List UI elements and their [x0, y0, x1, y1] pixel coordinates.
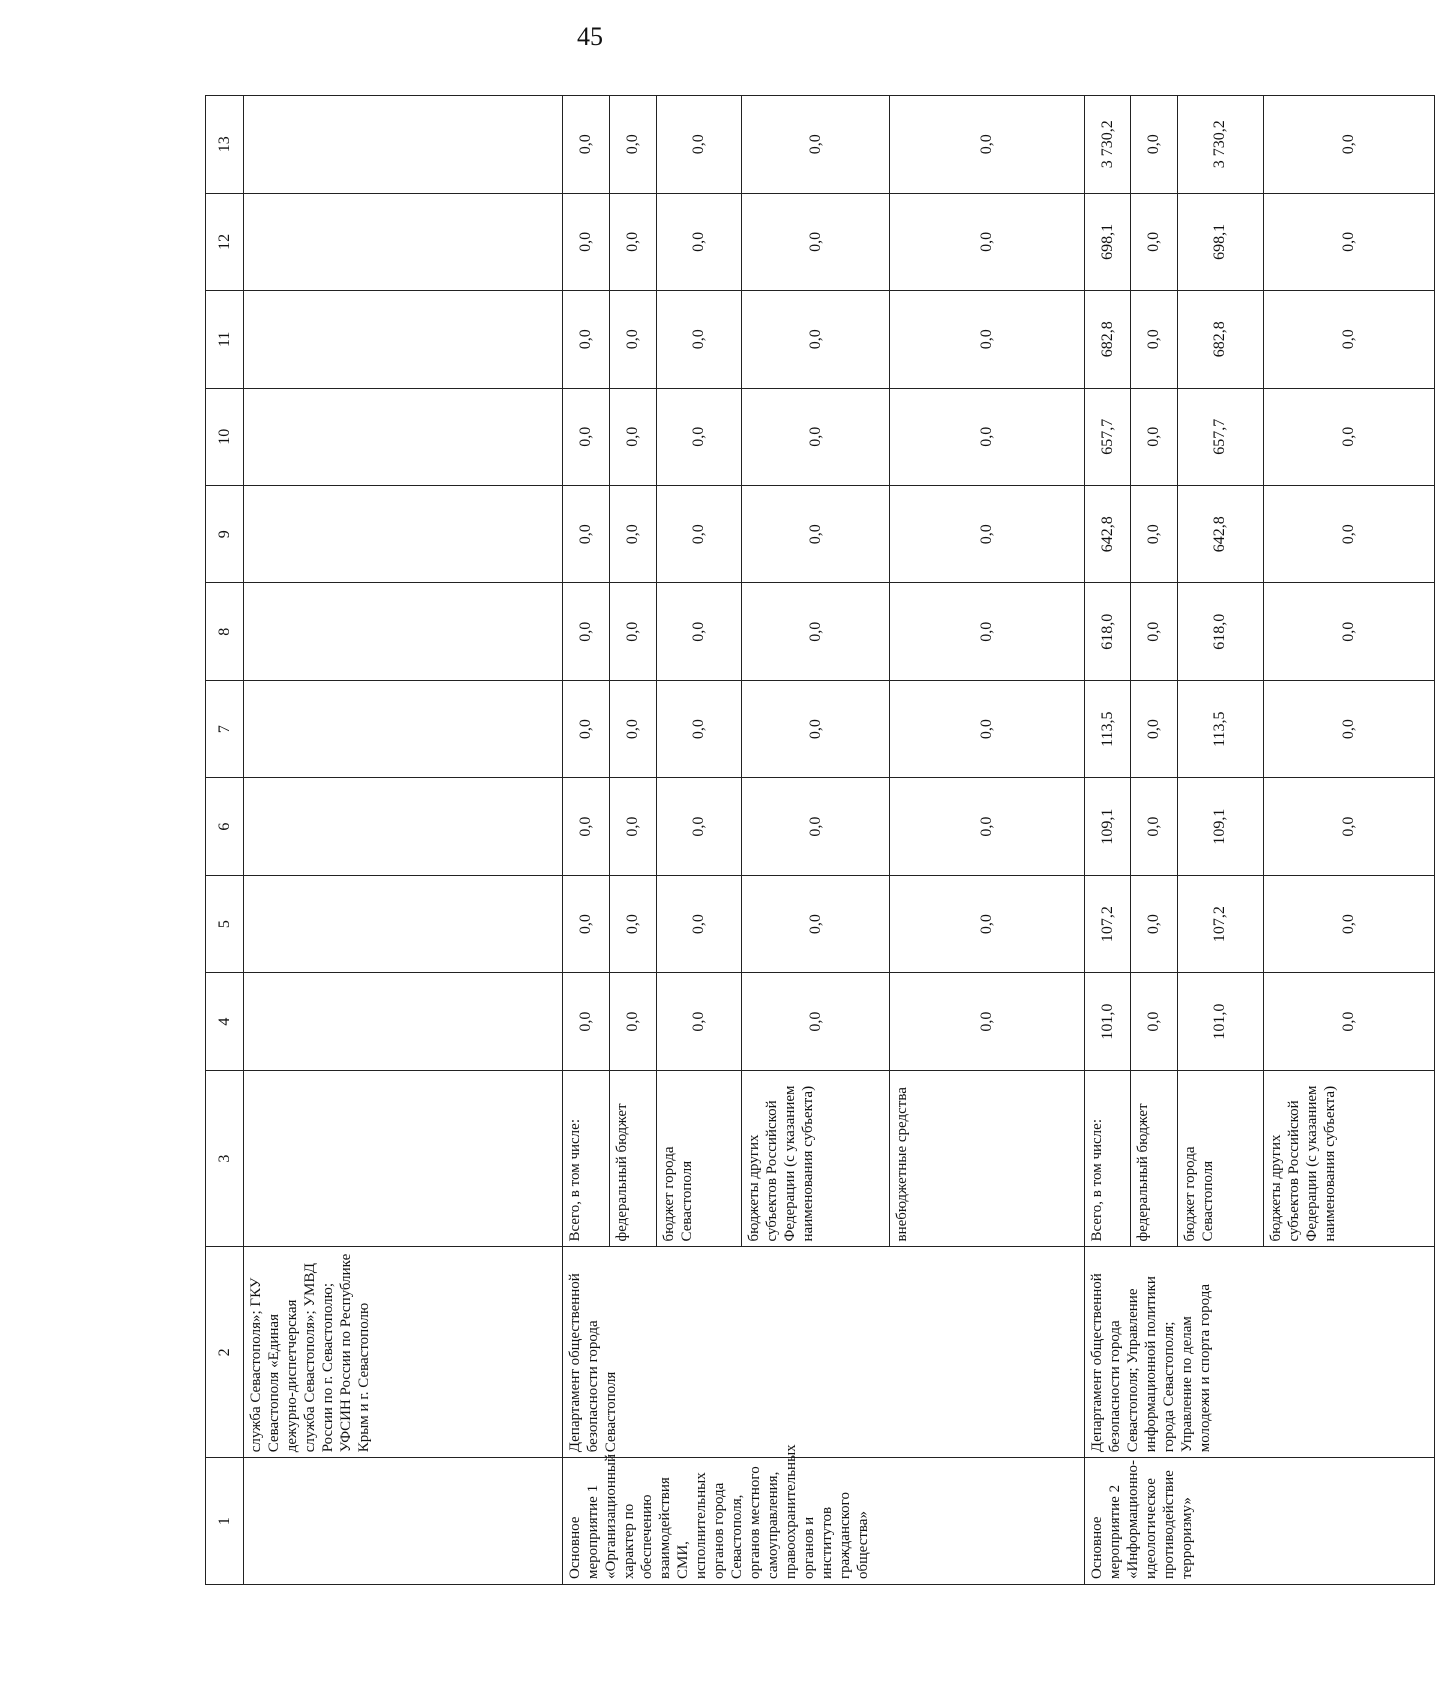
- column-header: 1: [206, 1458, 244, 1585]
- cell-value: 0,0: [1131, 973, 1178, 1070]
- cell-executor: Департамент общественной безопасности города Севастополя: [563, 1247, 1085, 1458]
- cell-executor: служба Севастополя»; ГКУ Севастополя «Единая дежурно-диспетчерская служба Севастополя»; УМВД России по г. Севастополю; УФСИН России по Республике Крым и г. Севастополю: [244, 1247, 563, 1458]
- cell-value: 0,0: [563, 875, 610, 972]
- cell-value: 0,0: [742, 193, 890, 290]
- cell-value: 698,1: [1084, 193, 1131, 290]
- column-header: 2: [206, 1247, 244, 1458]
- cell-value: 0,0: [890, 583, 1085, 680]
- cell-value: 682,8: [1084, 291, 1131, 388]
- cell-value: 0,0: [563, 486, 610, 583]
- table-row: [1084, 96, 1131, 1585]
- cell-value: 0,0: [1131, 778, 1178, 875]
- cell-value: 0,0: [1263, 291, 1434, 388]
- cell-source: бюджет города Севастополя: [656, 1070, 742, 1247]
- cell-value: [244, 875, 563, 972]
- cell-value: 0,0: [742, 583, 890, 680]
- cell-value: 0,0: [890, 680, 1085, 777]
- cell-value: 0,0: [609, 96, 656, 194]
- column-header: 9: [206, 486, 244, 583]
- cell-value: 642,8: [1084, 486, 1131, 583]
- cell-value: 0,0: [563, 973, 610, 1070]
- cell-value: 0,0: [742, 973, 890, 1070]
- table-row: [563, 96, 610, 1585]
- cell-value: 0,0: [563, 583, 610, 680]
- cell-measure: [244, 1458, 563, 1585]
- cell-value: 657,7: [1178, 388, 1264, 485]
- cell-source: Всего, в том числе:: [563, 1070, 610, 1247]
- table-row: [244, 96, 563, 1585]
- cell-value: 0,0: [656, 875, 742, 972]
- column-header: 3: [206, 1070, 244, 1247]
- cell-value: 0,0: [890, 96, 1085, 194]
- cell-value: 0,0: [1131, 486, 1178, 583]
- cell-value: 0,0: [1131, 875, 1178, 972]
- cell-value: 0,0: [742, 291, 890, 388]
- cell-source: бюджет города Севастополя: [1178, 1070, 1264, 1247]
- cell-value: 0,0: [1131, 291, 1178, 388]
- cell-value: [244, 193, 563, 290]
- cell-value: 0,0: [1263, 583, 1434, 680]
- cell-value: 107,2: [1178, 875, 1264, 972]
- cell-value: [244, 96, 563, 194]
- cell-value: 0,0: [609, 486, 656, 583]
- cell-value: 109,1: [1178, 778, 1264, 875]
- cell-value: 0,0: [656, 486, 742, 583]
- cell-value: 0,0: [1131, 193, 1178, 290]
- cell-value: 113,5: [1178, 680, 1264, 777]
- cell-value: 0,0: [563, 291, 610, 388]
- cell-value: 0,0: [656, 291, 742, 388]
- cell-value: 0,0: [609, 778, 656, 875]
- financing-table: [205, 95, 1435, 1585]
- cell-source: федеральный бюджет: [1131, 1070, 1178, 1247]
- cell-value: 0,0: [609, 193, 656, 290]
- cell-value: 0,0: [1263, 973, 1434, 1070]
- cell-value: 0,0: [1131, 680, 1178, 777]
- cell-value: [244, 973, 563, 1070]
- cell-value: 0,0: [890, 973, 1085, 1070]
- column-header: 11: [206, 291, 244, 388]
- cell-value: 0,0: [656, 96, 742, 194]
- cell-value: 618,0: [1178, 583, 1264, 680]
- column-header: 12: [206, 193, 244, 290]
- cell-value: 0,0: [1263, 778, 1434, 875]
- page-number: 45: [577, 22, 603, 51]
- cell-source: [244, 1070, 563, 1247]
- cell-value: 682,8: [1178, 291, 1264, 388]
- cell-value: 0,0: [1263, 875, 1434, 972]
- column-header: 6: [206, 778, 244, 875]
- rotated-table-wrapper: [205, 95, 1435, 1585]
- column-header: 4: [206, 973, 244, 1070]
- cell-value: 0,0: [563, 680, 610, 777]
- cell-value: 0,0: [609, 973, 656, 1070]
- cell-value: [244, 778, 563, 875]
- cell-source: бюджеты других субъектов Российской Федерации (с указанием наименования субъекта): [742, 1070, 890, 1247]
- cell-value: 0,0: [742, 96, 890, 194]
- cell-value: 0,0: [1131, 583, 1178, 680]
- cell-value: 0,0: [563, 193, 610, 290]
- cell-value: 113,5: [1084, 680, 1131, 777]
- cell-source: Всего, в том числе:: [1084, 1070, 1131, 1247]
- cell-value: 0,0: [742, 388, 890, 485]
- cell-value: 0,0: [1131, 388, 1178, 485]
- cell-value: 0,0: [609, 680, 656, 777]
- cell-value: 0,0: [563, 388, 610, 485]
- cell-value: 3 730,2: [1084, 96, 1131, 194]
- cell-value: 0,0: [742, 680, 890, 777]
- column-header: 5: [206, 875, 244, 972]
- cell-executor: Департамент общественной безопасности города Севастополя; Управление информационной политики города Севастополя; Управление по делам молодежи и спорта города: [1084, 1247, 1434, 1458]
- cell-value: 0,0: [1263, 680, 1434, 777]
- cell-source: федеральный бюджет: [609, 1070, 656, 1247]
- cell-value: 0,0: [1131, 96, 1178, 194]
- cell-value: 3 730,2: [1178, 96, 1264, 194]
- column-header: 10: [206, 388, 244, 485]
- cell-value: 0,0: [563, 778, 610, 875]
- cell-source: бюджеты других субъектов Российской Федерации (с указанием наименования субъекта): [1263, 1070, 1434, 1247]
- cell-value: 109,1: [1084, 778, 1131, 875]
- cell-value: 0,0: [656, 778, 742, 875]
- cell-value: 0,0: [1263, 486, 1434, 583]
- cell-value: 101,0: [1084, 973, 1131, 1070]
- cell-value: 0,0: [656, 388, 742, 485]
- cell-measure: Основное мероприятие 1 «Организационный характер по обеспечению взаимодействия СМИ, исполнительных органов города Севастополя, органов местного самоуправления, правоохранительных органов и институтов гражданского общества»: [563, 1458, 1085, 1585]
- cell-value: 0,0: [563, 96, 610, 194]
- cell-value: 0,0: [742, 486, 890, 583]
- cell-value: 0,0: [609, 875, 656, 972]
- cell-value: [244, 388, 563, 485]
- cell-value: 107,2: [1084, 875, 1131, 972]
- cell-value: 0,0: [890, 193, 1085, 290]
- column-header: 7: [206, 680, 244, 777]
- cell-value: [244, 680, 563, 777]
- cell-value: 657,7: [1084, 388, 1131, 485]
- cell-value: [244, 583, 563, 680]
- cell-value: 0,0: [890, 388, 1085, 485]
- cell-value: [244, 291, 563, 388]
- cell-value: 0,0: [742, 778, 890, 875]
- cell-value: 0,0: [890, 875, 1085, 972]
- cell-value: 0,0: [656, 193, 742, 290]
- cell-value: 0,0: [656, 973, 742, 1070]
- cell-value: 0,0: [609, 583, 656, 680]
- cell-measure: Основное мероприятие 2 «Информационно-идеологическое противодействие терроризму»: [1084, 1458, 1434, 1585]
- cell-value: 0,0: [890, 486, 1085, 583]
- cell-value: 618,0: [1084, 583, 1131, 680]
- cell-value: 101,0: [1178, 973, 1264, 1070]
- cell-value: 0,0: [742, 875, 890, 972]
- cell-value: [244, 486, 563, 583]
- cell-value: 0,0: [656, 583, 742, 680]
- column-header: 13: [206, 96, 244, 194]
- cell-value: 0,0: [656, 680, 742, 777]
- header-row: [206, 96, 244, 1585]
- cell-value: 0,0: [890, 291, 1085, 388]
- cell-value: 0,0: [1263, 388, 1434, 485]
- cell-value: 0,0: [1263, 96, 1434, 194]
- cell-value: 0,0: [609, 291, 656, 388]
- cell-value: 0,0: [609, 388, 656, 485]
- cell-value: 0,0: [890, 778, 1085, 875]
- cell-value: 698,1: [1178, 193, 1264, 290]
- cell-source: внебюджетные средства: [890, 1070, 1085, 1247]
- cell-value: 642,8: [1178, 486, 1264, 583]
- column-header: 8: [206, 583, 244, 680]
- cell-value: 0,0: [1263, 193, 1434, 290]
